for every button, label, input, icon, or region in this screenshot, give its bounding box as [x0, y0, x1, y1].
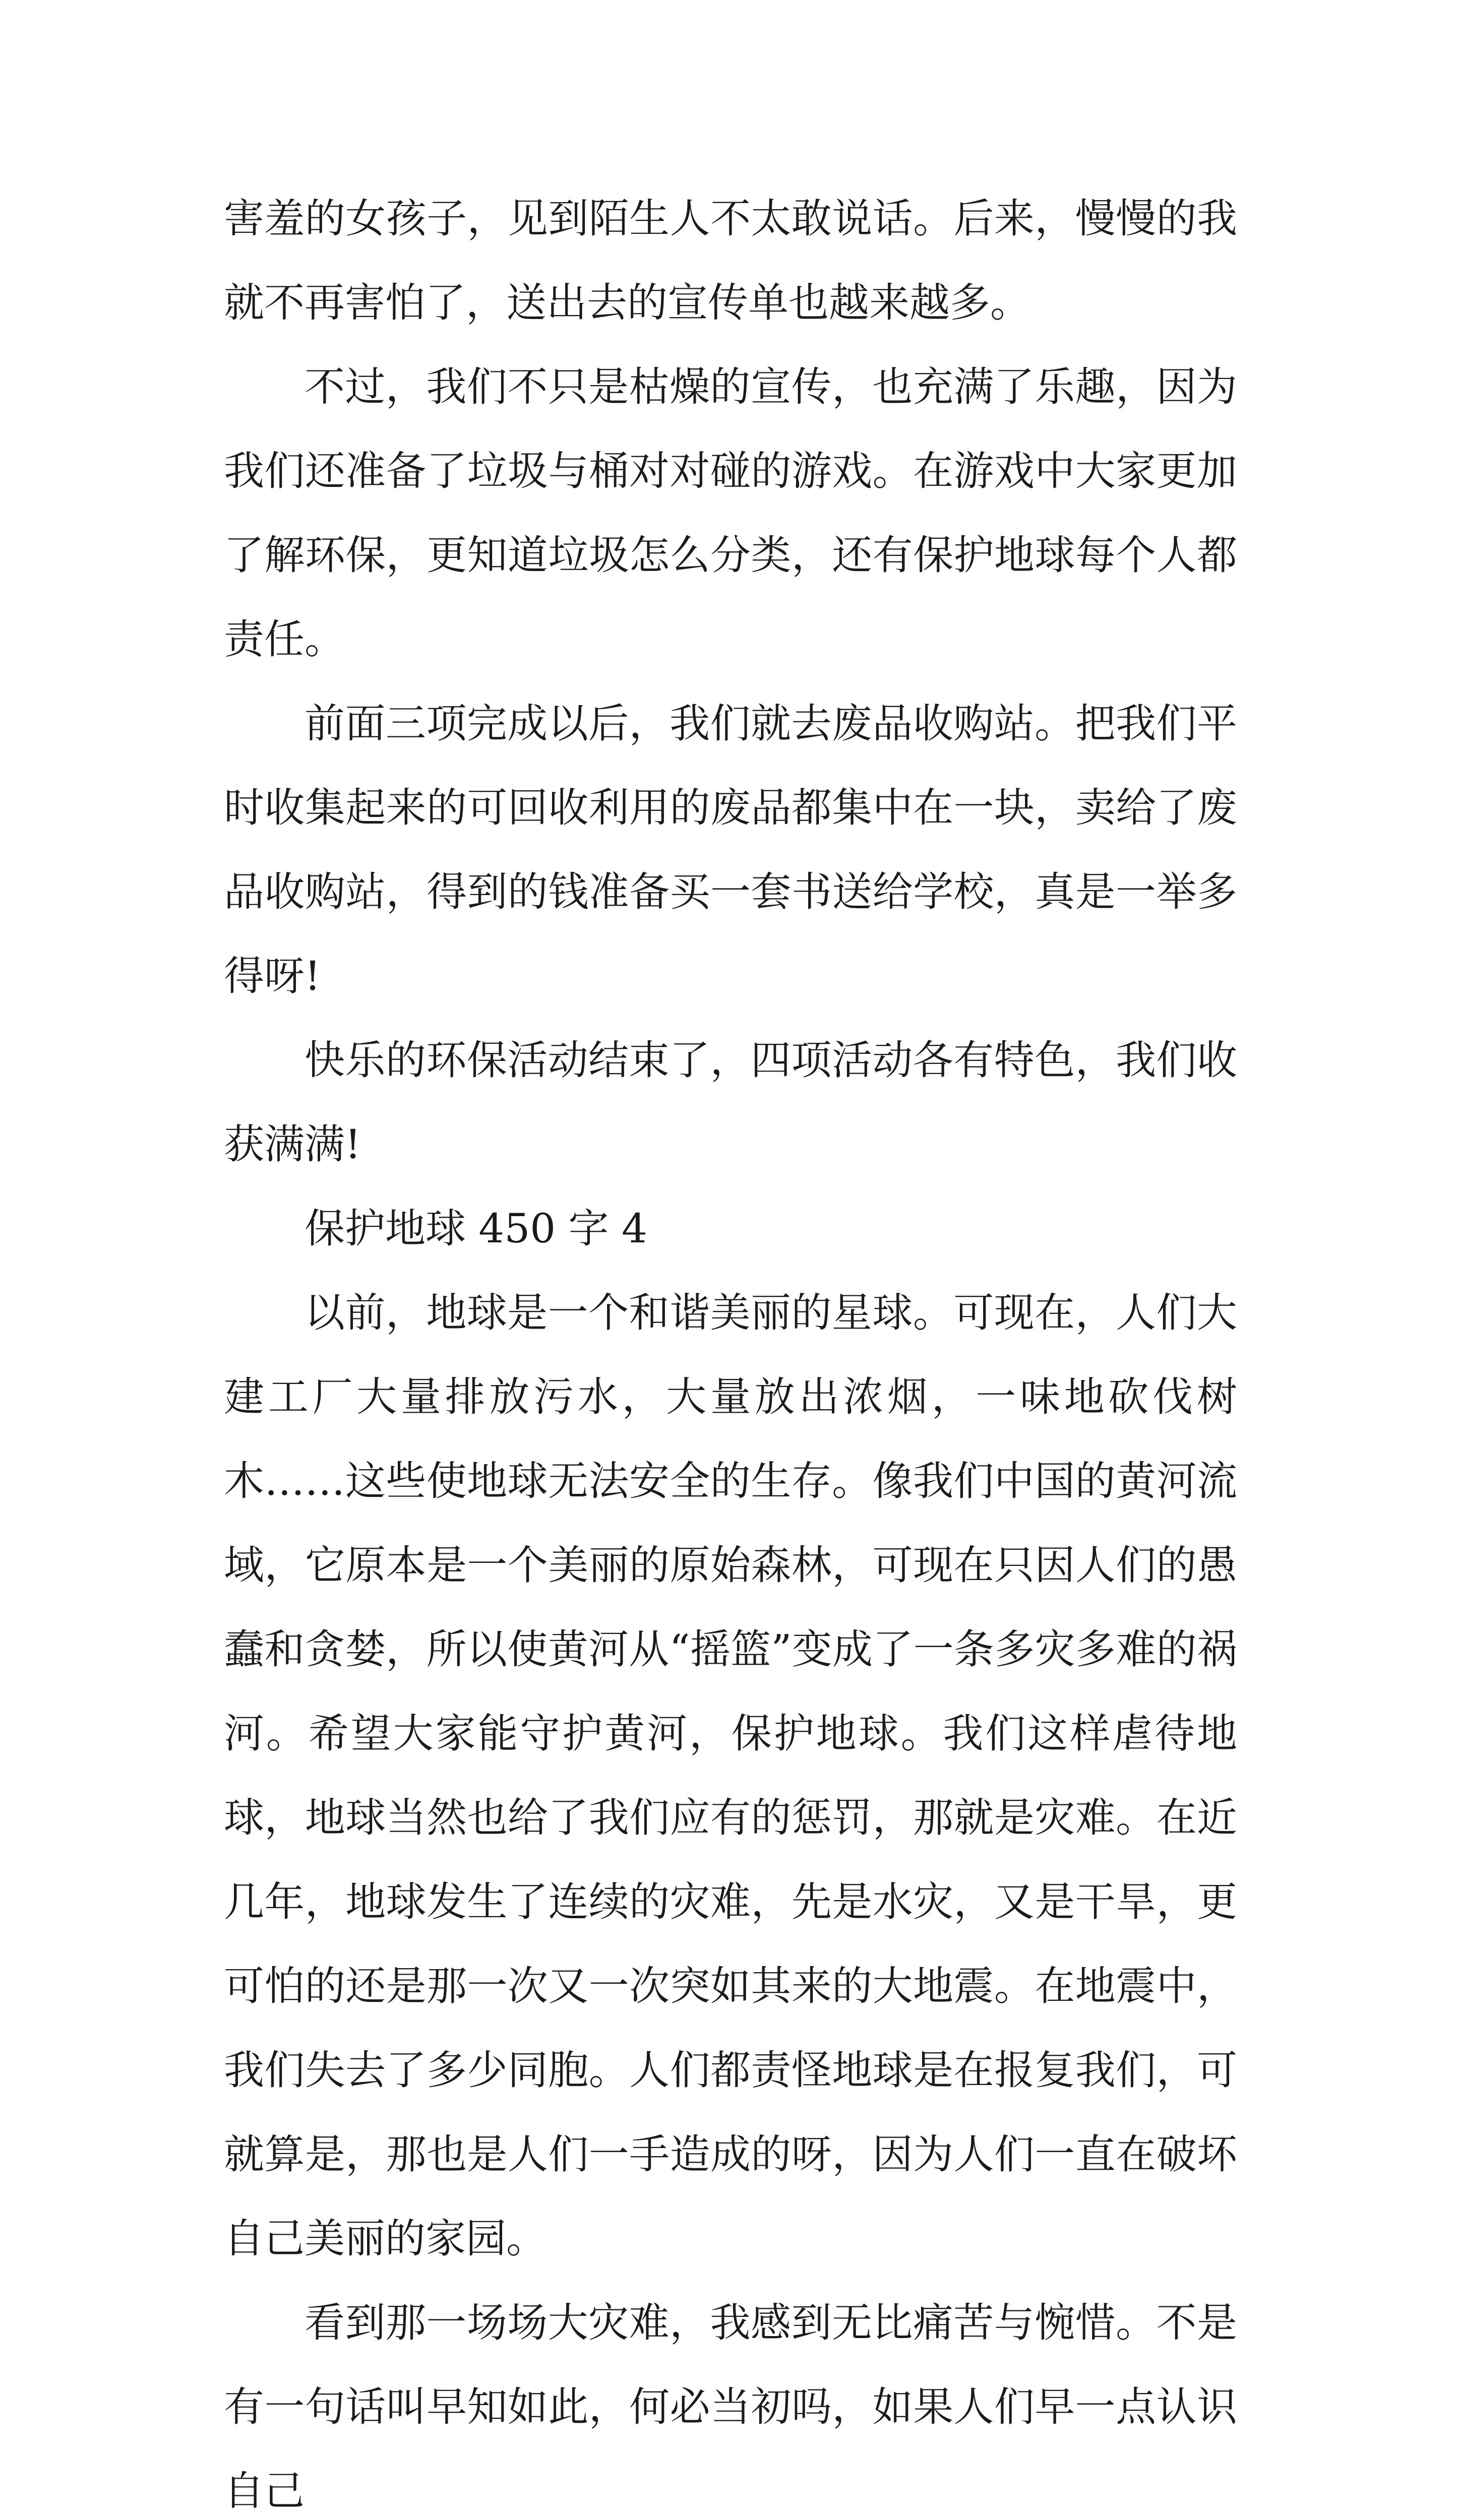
- paragraph-game: 不过，我们不只是枯燥的宣传，也充满了乐趣，因为我们还准备了垃圾与桶对对碰的游戏。在游戏中大家更加了解环保，更知道垃圾怎么分类，还有保护地球每个人都责任。: [224, 363, 1237, 663]
- paragraph-disasters: 看到那一场场大灾难，我感到无比痛苦与惋惜。不是有一句话叫早知如此，何必当初吗，如果人们早一点认识自己: [224, 2299, 1237, 2514]
- paragraph-continued: 害羞的女孩子，见到陌生人不太敢说话。后来，慢慢的我就不再害怕了，送出去的宣传单也越来越多。: [224, 195, 1237, 326]
- document-body: [224, 176, 1237, 2520]
- paragraph-recycling-station: 前面三项完成以后，我们就去废品收购站。把我们平时收集起来的可回收利用的废品都集中在一块，卖给了废品收购站，得到的钱准备买一套书送给学校，真是一举多得呀!: [224, 700, 1237, 999]
- paragraph-earth-past: 以前，地球是一个和谐美丽的星球。可现在，人们大建工厂大量排放污水，大量放出浓烟，一味地砍伐树木……这些使地球无法安全的生存。像我们中国的黄河流域，它原本是一个美丽的原始森林，可现在只因人们的愚蠢和贪婪，所以使黄河从“摇篮”变成了一条多灾多难的祸河。希望大家能守护黄河，保护地球。我们这样虐待地球，地球当然也给了我们应有的惩罚，那就是灾难。在近几年，地球发生了连续的灾难，先是水灾，又是干旱，更可怕的还是那一次又一次突如其来的大地震。在地震中，我们失去了多少同胞。人们都责怪地球是在报复我们，可就算是，那也是人们一手造成的呀，因为人们一直在破坏自己美丽的家园。: [224, 1289, 1237, 2262]
- section-heading: 保护地球 450 字 4: [305, 1205, 647, 1252]
- paragraph-activity-end: 快乐的环保活动结束了，四项活动各有特色，我们收获满满!: [224, 1037, 1237, 1168]
